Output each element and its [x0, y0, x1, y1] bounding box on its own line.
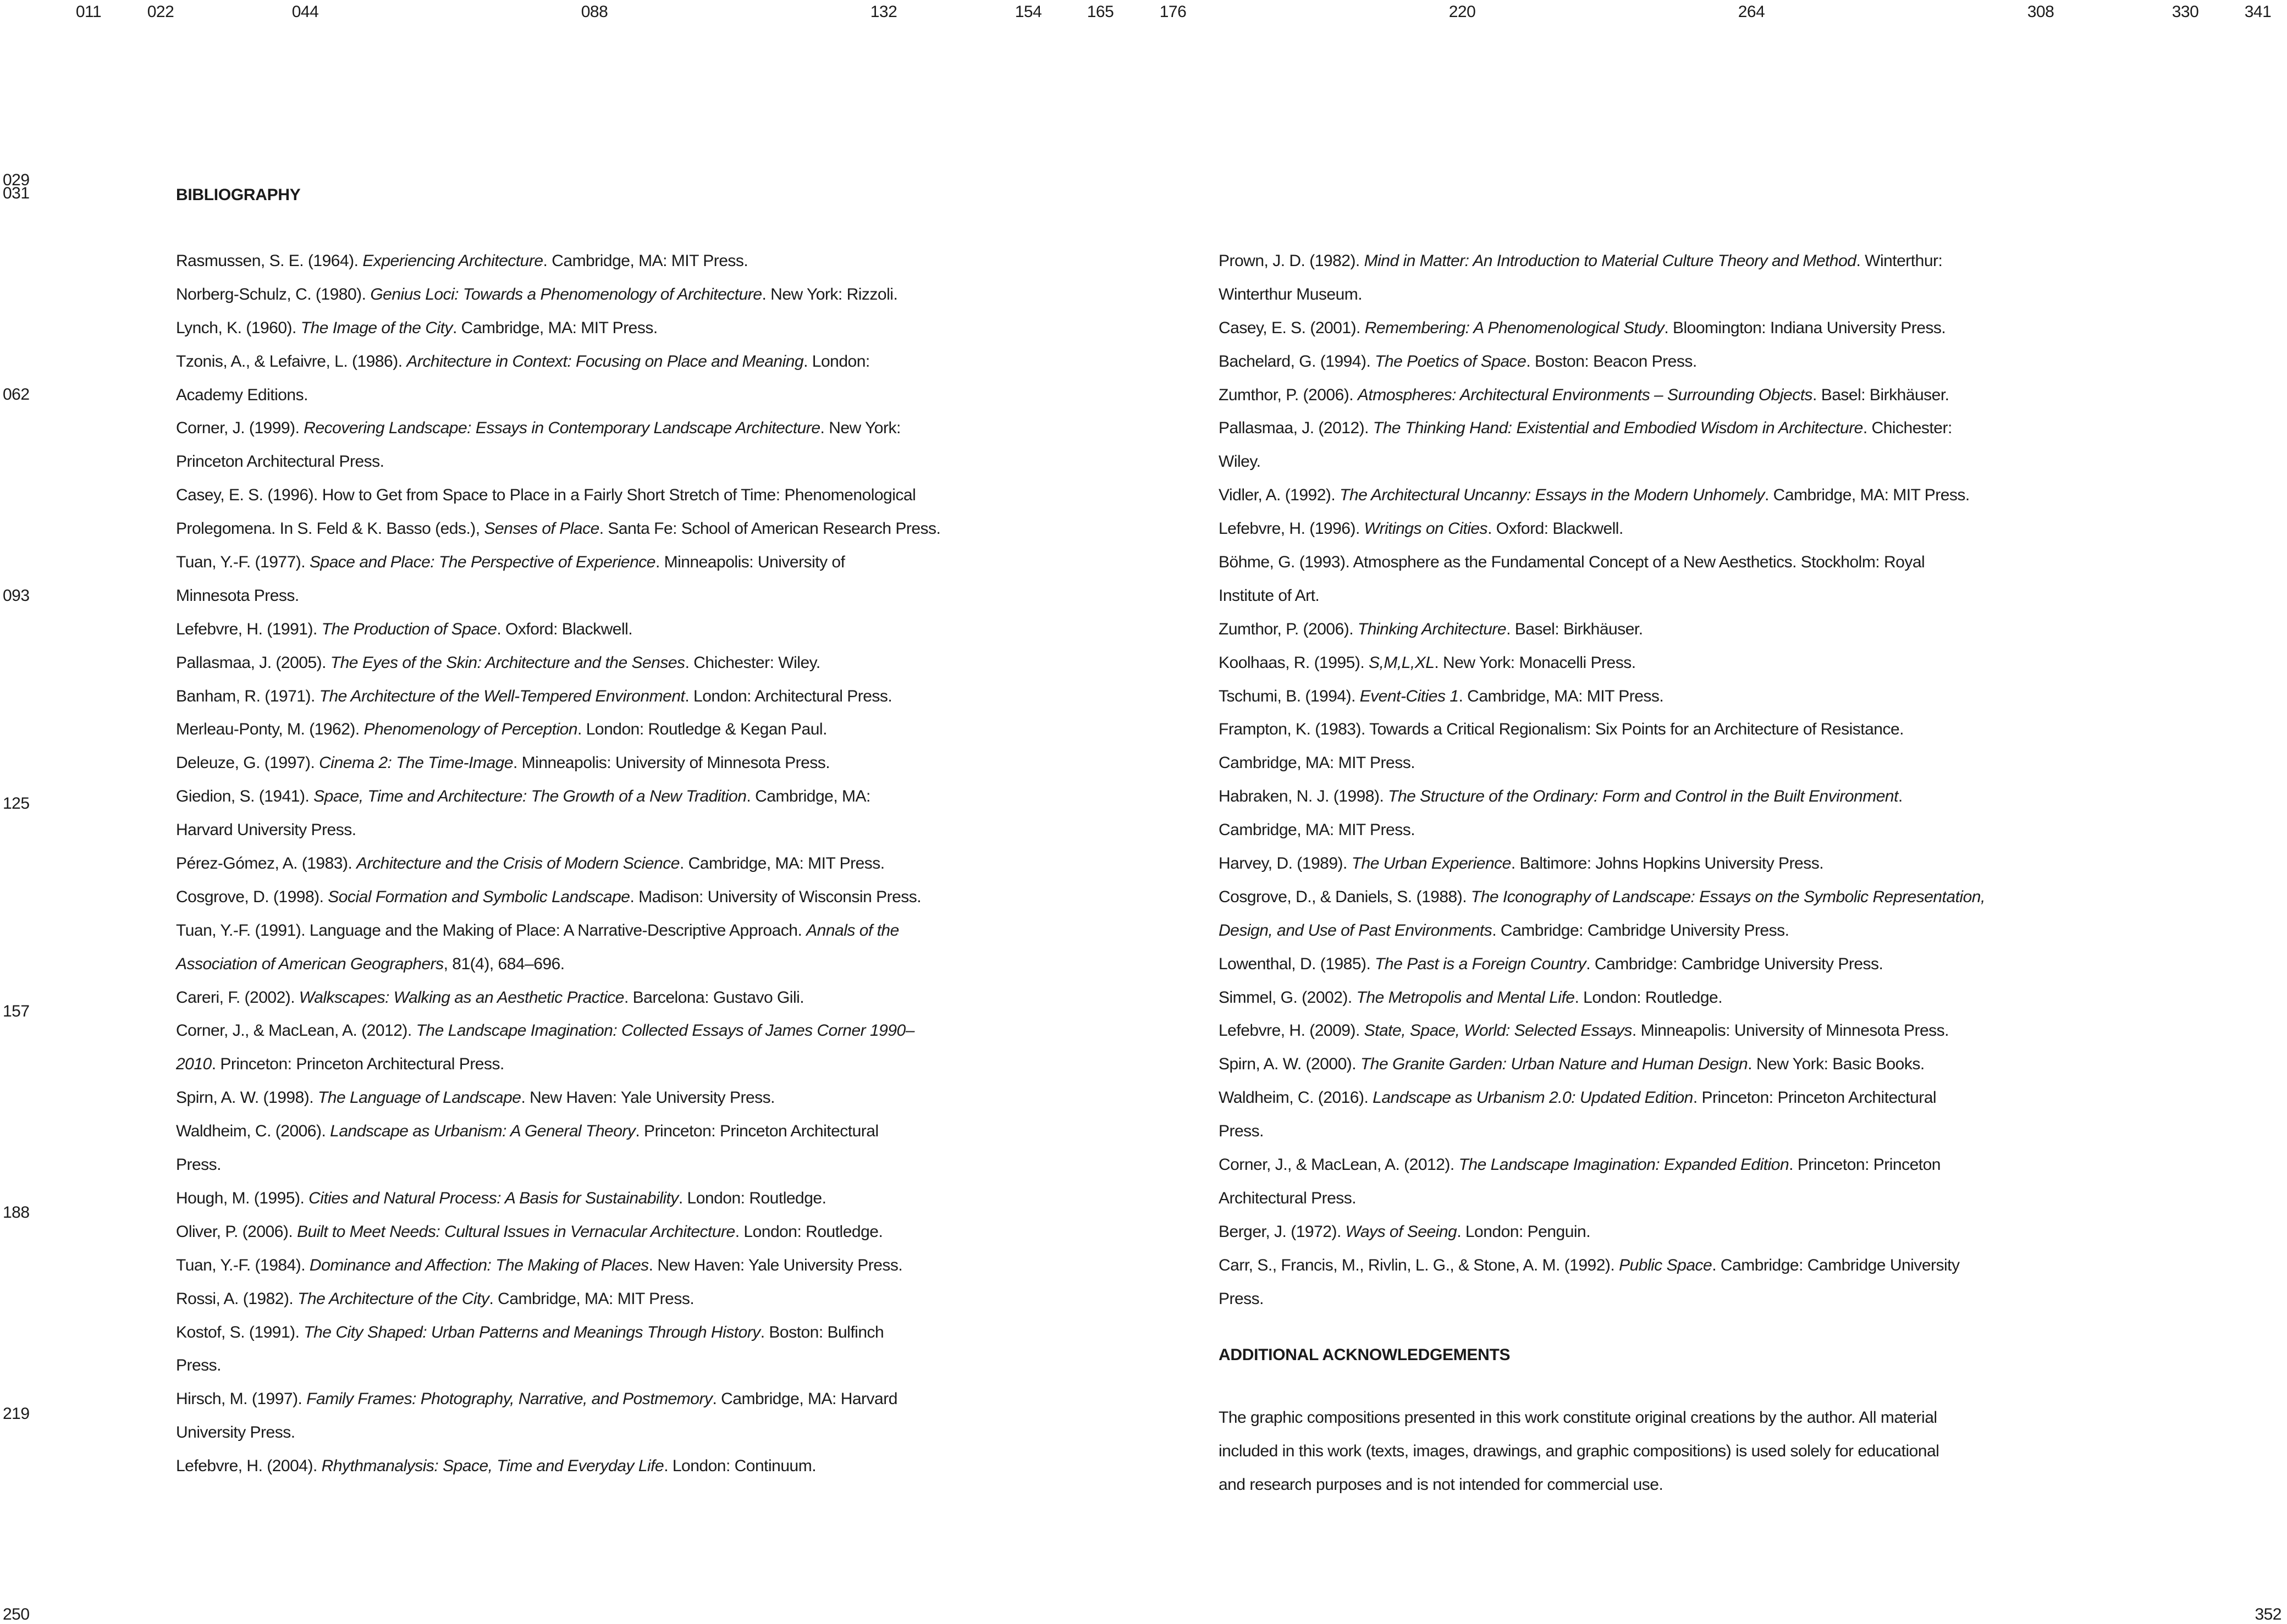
text-line: Harvey, D. (1989). The Urban Experience. Baltimore: Johns Hopkins University Press.: [1219, 854, 1824, 873]
acknowledgements-heading: ADDITIONAL ACKNOWLEDGEMENTS: [1219, 1346, 1511, 1364]
text-line: Press.: [176, 1156, 222, 1174]
text-line: Minnesota Press.: [176, 586, 299, 605]
bibliography-left-column: [176, 245, 1001, 1483]
text-line: Zumthor, P. (2006). Thinking Architecture. Basel: Birkhäuser.: [1219, 620, 1643, 638]
text-line: Cambridge, MA: MIT Press.: [1219, 821, 1415, 839]
text-line: Rossi, A. (1982). The Architecture of the City. Cambridge, MA: MIT Press.: [176, 1289, 695, 1308]
text-line: Hirsch, M. (1997). Family Frames: Photography, Narrative, and Postmemory. Cambridge, MA: Harvard: [176, 1390, 897, 1408]
text-line: University Press.: [176, 1423, 295, 1442]
text-line: and research purposes and is not intended for commercial use.: [1219, 1475, 1663, 1494]
text-line: Prolegomena. In S. Feld & K. Basso (eds.), Senses of Place. Santa Fe: School of American Research Press.: [176, 520, 941, 538]
text-line: Prown, J. D. (1982). Mind in Matter: An Introduction to Material Culture Theory and Method. Winterthur:: [1219, 252, 1943, 270]
text-line: Rasmussen, S. E. (1964). Experiencing Architecture. Cambridge, MA: MIT Press.: [176, 252, 748, 270]
text-line: Habraken, N. J. (1998). The Structure of the Ordinary: Form and Control in the Built Environment.: [1219, 787, 1903, 806]
text-line: Berger, J. (1972). Ways of Seeing. London: Penguin.: [1219, 1222, 1591, 1241]
text-line: Winterthur Museum.: [1219, 285, 1363, 303]
ruler-mark: 341: [2244, 3, 2272, 21]
text-line: Academy Editions.: [176, 385, 308, 404]
text-line: Harvard University Press.: [176, 821, 356, 839]
text-line: Lefebvre, H. (2004). Rhythmanalysis: Space, Time and Everyday Life. London: Continuum.: [176, 1457, 817, 1476]
ruler-mark: 308: [2027, 3, 2054, 21]
text-line: Press.: [176, 1356, 222, 1375]
text-line: Press.: [1219, 1122, 1264, 1141]
ruler-mark: 125: [3, 794, 30, 813]
ruler-mark: 093: [3, 587, 30, 605]
text-line: Architectural Press.: [1219, 1189, 1357, 1207]
ruler-mark: 264: [1738, 3, 1765, 21]
text-line: Kostof, S. (1991). The City Shaped: Urban Patterns and Meanings Through History. Boston: Bulfinch: [176, 1323, 884, 1341]
bibliography-heading: BIBLIOGRAPHY: [176, 186, 301, 204]
text-line: Tzonis, A., & Lefaivre, L. (1986). Architecture in Context: Focusing on Place and Meaning. London:: [176, 352, 870, 371]
text-line: Cambridge, MA: MIT Press.: [1219, 754, 1415, 772]
text-line: Association of American Geographers, 81(4), 684–696.: [176, 954, 565, 973]
text-line: Simmel, G. (2002). The Metropolis and Mental Life. London: Routledge.: [1219, 988, 1723, 1007]
ruler-mark: 029: [3, 171, 30, 189]
text-line: Corner, J. (1999). Recovering Landscape: Essays in Contemporary Landscape Architecture. New York:: [176, 419, 901, 438]
ruler-mark: 132: [870, 3, 897, 21]
bottom-right-page-index: 352: [2255, 1605, 2282, 1623]
text-line: Pallasmaa, J. (2005). The Eyes of the Skin: Architecture and the Senses. Chichester: Wiley.: [176, 653, 820, 672]
text-line: Böhme, G. (1993). Atmosphere as the Fundamental Concept of a New Aesthetics. Stockholm: Royal: [1219, 553, 1925, 572]
ruler-mark: 157: [3, 1002, 30, 1020]
text-line: Casey, E. S. (1996). How to Get from Space to Place in a Fairly Short Stretch of Time: Phenomenological: [176, 486, 916, 505]
text-line: Press.: [1219, 1289, 1264, 1308]
ruler-mark: 022: [147, 3, 174, 21]
text-line: Tuan, Y.-F. (1991). Language and the Making of Place: A Narrative-Descriptive Approach. Annals of the: [176, 921, 899, 940]
text-line: Lefebvre, H. (1991). The Production of Space. Oxford: Blackwell.: [176, 620, 633, 638]
text-line: Casey, E. S. (2001). Remembering: A Phenomenological Study. Bloomington: Indiana University Press.: [1219, 318, 1946, 337]
text-line: Pérez-Gómez, A. (1983). Architecture and the Crisis of Modern Science. Cambridge, MA: MIT Press.: [176, 854, 885, 873]
text-line: Deleuze, G. (1997). Cinema 2: The Time-Image. Minneapolis: University of Minnesota Press.: [176, 754, 830, 772]
ruler-mark: 330: [2172, 3, 2199, 21]
text-line: Zumthor, P. (2006). Atmospheres: Architectural Environments – Surrounding Objects. Basel: Birkhäuser.: [1219, 385, 1949, 404]
text-line: Merleau-Ponty, M. (1962). Phenomenology of Perception. London: Routledge & Kegan Paul.: [176, 720, 827, 739]
text-line: Tschumi, B. (1994). Event-Cities 1. Cambridge, MA: MIT Press.: [1219, 687, 1664, 705]
text-line: Lynch, K. (1960). The Image of the City. Cambridge, MA: MIT Press.: [176, 318, 658, 337]
text-line: Careri, F. (2002). Walkscapes: Walking as an Aesthetic Practice. Barcelona: Gustavo Gili.: [176, 988, 804, 1007]
text-line: Spirn, A. W. (1998). The Language of Landscape. New Haven: Yale University Press.: [176, 1089, 775, 1107]
text-line: Vidler, A. (1992). The Architectural Uncanny: Essays in the Modern Unhomely. Cambridge, MA: MIT Press.: [1219, 486, 1970, 505]
ruler-mark: 220: [1448, 3, 1476, 21]
text-line: Oliver, P. (2006). Built to Meet Needs: Cultural Issues in Vernacular Architecture. London: Routledge.: [176, 1222, 883, 1241]
text-line: Giedion, S. (1941). Space, Time and Architecture: The Growth of a New Tradition. Cambridge, MA:: [176, 787, 870, 806]
text-line: Lefebvre, H. (2009). State, Space, World: Selected Essays. Minneapolis: University of Minnesota Press.: [1219, 1021, 1949, 1040]
text-line: Cosgrove, D., & Daniels, S. (1988). The Iconography of Landscape: Essays on the Symbolic Representation,: [1219, 887, 1985, 906]
text-line: Frampton, K. (1983). Towards a Critical Regionalism: Six Points for an Architecture of Resistance.: [1219, 720, 1904, 739]
text-line: Wiley.: [1219, 452, 1261, 471]
text-line: Hough, M. (1995). Cities and Natural Process: A Basis for Sustainability. London: Routledge.: [176, 1189, 826, 1207]
text-line: Waldheim, C. (2006). Landscape as Urbanism: A General Theory. Princeton: Princeton Architectural: [176, 1122, 879, 1141]
text-line: Carr, S., Francis, M., Rivlin, L. G., & Stone, A. M. (1992). Public Space. Cambridge: Cambridge University: [1219, 1256, 1960, 1274]
text-line: Tuan, Y.-F. (1977). Space and Place: The Perspective of Experience. Minneapolis: University of: [176, 553, 845, 572]
ruler-mark: 031: [3, 184, 30, 202]
text-line: 2010. Princeton: Princeton Architectural Press.: [176, 1055, 504, 1074]
ruler-mark: 011: [75, 3, 102, 21]
text-line: Corner, J., & MacLean, A. (2012). The Landscape Imagination: Collected Essays of James Corner 1990–: [176, 1021, 914, 1040]
text-line: Norberg-Schulz, C. (1980). Genius Loci: Towards a Phenomenology of Architecture. New York: Rizzoli.: [176, 285, 898, 303]
text-line: Design, and Use of Past Environments. Cambridge: Cambridge University Press.: [1219, 921, 1789, 940]
ruler-mark: 176: [1159, 3, 1187, 21]
bibliography-right-column: [1219, 245, 2065, 1316]
text-line: Pallasmaa, J. (2012). The Thinking Hand: Existential and Embodied Wisdom in Architecture. Chichester:: [1219, 419, 1952, 438]
text-line: Corner, J., & MacLean, A. (2012). The Landscape Imagination: Expanded Edition. Princeton: Princeton: [1219, 1156, 1941, 1174]
ruler-mark: 188: [3, 1203, 30, 1222]
text-line: Spirn, A. W. (2000). The Granite Garden: Urban Nature and Human Design. New York: Basic Books.: [1219, 1055, 1925, 1074]
acknowledgements-paragraph: [1219, 1401, 2065, 1502]
ruler-mark: 044: [291, 3, 319, 21]
ruler-mark: 088: [581, 3, 608, 21]
ruler-mark: 062: [3, 385, 30, 404]
text-line: Banham, R. (1971). The Architecture of the Well-Tempered Environment. London: Architectural Press.: [176, 687, 892, 705]
text-line: Koolhaas, R. (1995). S,M,L,XL. New York: Monacelli Press.: [1219, 653, 1636, 672]
ruler-mark: 165: [1087, 3, 1114, 21]
text-line: Lefebvre, H. (1996). Writings on Cities. Oxford: Blackwell.: [1219, 520, 1623, 538]
text-line: The graphic compositions presented in this work constitute original creations by the author. All material: [1219, 1408, 1937, 1427]
text-line: Princeton Architectural Press.: [176, 452, 384, 471]
ruler-mark: 219: [3, 1405, 30, 1423]
text-line: Cosgrove, D. (1998). Social Formation and Symbolic Landscape. Madison: University of Wisconsin Press.: [176, 887, 922, 906]
bottom-left-page-index: 250: [3, 1605, 30, 1623]
text-line: Tuan, Y.-F. (1984). Dominance and Affection: The Making of Places. New Haven: Yale University Press.: [176, 1256, 903, 1274]
text-line: Institute of Art.: [1219, 586, 1320, 605]
text-line: Lowenthal, D. (1985). The Past is a Foreign Country. Cambridge: Cambridge University Press.: [1219, 954, 1883, 973]
text-line: Waldheim, C. (2016). Landscape as Urbanism 2.0: Updated Edition. Princeton: Princeton Architectural: [1219, 1089, 1937, 1107]
ruler-mark: 154: [1015, 3, 1042, 21]
text-line: included in this work (texts, images, drawings, and graphic compositions) is used solely for educational: [1219, 1441, 1939, 1460]
text-line: Bachelard, G. (1994). The Poetics of Space. Boston: Beacon Press.: [1219, 352, 1697, 371]
